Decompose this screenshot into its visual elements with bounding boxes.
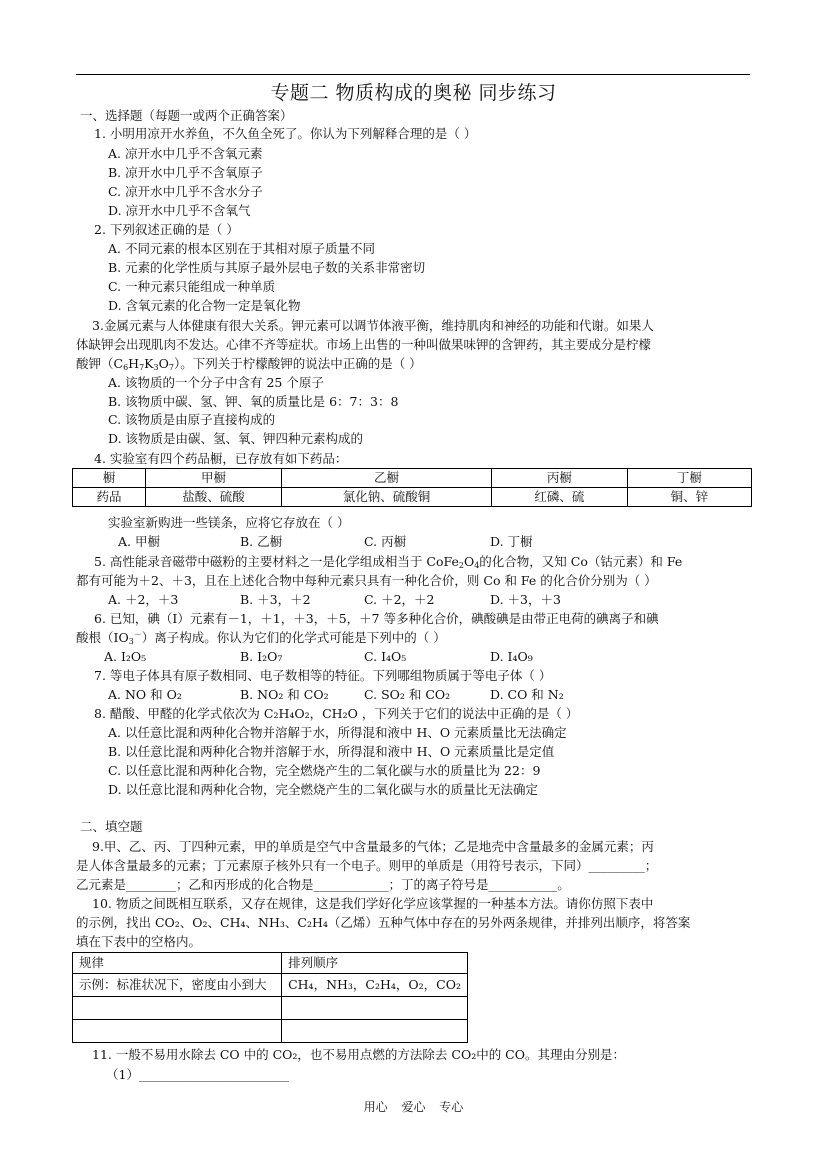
question-5-option-a: A. ＋2，＋3: [108, 592, 179, 607]
question-5-option-c: C. ＋2，＋2: [364, 592, 435, 607]
table-cell: 示例：标准状况下，密度由小到大: [73, 974, 282, 997]
question-2-option-c: C. 一种元素只能组成一种单质: [108, 279, 276, 294]
question-8-option-b: B. 以任意比混和两种化合物并溶解于水，所得混和液中 H、O 元素质量比是定值: [108, 744, 555, 759]
question-2-option-a: A. 不同元素的根本区别在于其相对原子质量不同: [108, 241, 375, 256]
question-11-blank-1: （1）________________________: [106, 1067, 289, 1082]
question-3-option-a: A. 该物质的一个分子中含有 25 个原子: [108, 375, 324, 390]
question-2-option-b: B. 元素的化学性质与其原子最外层电子数的关系非常密切: [108, 260, 426, 275]
question-6-line-1: 6. 已知，碘（I）元素有－1，＋1，＋3，＋5，＋7 等多种化合价，碘酸碘是由带正电荷的碘离子和碘: [94, 611, 659, 626]
table-row: [73, 997, 468, 1020]
table-cell: 排列顺序: [282, 953, 468, 974]
table-cell: 规律: [73, 953, 282, 974]
table-cell: [282, 997, 468, 1020]
question-10-line-3: 填在下表中的空格内。: [76, 934, 202, 949]
table-cell: 药品: [73, 488, 146, 507]
page-footer: 用心 爱心 专心: [363, 1100, 464, 1114]
question-10-line-2: 的示例，找出 CO₂、O₂、CH₄、NH₃、C₂H₄（乙烯）五种气体中存在的另外两条规律，并排列出顺序，将答案: [76, 915, 691, 930]
question-8-option-c: C. 以任意比混和两种化合物，完全燃烧产生的二氧化碳与水的质量比为 22：9: [108, 763, 541, 778]
question-3-option-c: C. 该物质是由原子直接构成的: [108, 412, 276, 427]
question-9-line-3: 乙元素是________；乙和丙形成的化合物是____________；丁的离子符号是___________。: [76, 877, 570, 892]
question-7-stem: 7. 等电子体具有原子数相同、电子数相等的特征。下列哪组物质属于等电子体（ ）: [94, 668, 552, 683]
table-cell: 红磷、硫: [491, 488, 627, 507]
question-1-option-c: C. 凉开水中几乎不含水分子: [108, 184, 263, 199]
question-6-option-c: C. I₄O₅: [364, 649, 407, 664]
question-4-option-a: A. 甲橱: [118, 534, 160, 549]
page-title: 专题二 物质构成的奥秘 同步练习: [270, 82, 557, 104]
question-8-stem: 8. 醋酸、甲醛的化学式依次为 C₂H₄O₂，CH₂O ，下列关于它们的说法中正确的是（ ）: [94, 706, 579, 721]
question-3-line-1: 3.金属元素与人体健康有很大关系。钾元素可以调节体液平衡，维持肌肉和神经的功能和代谢。如果人: [92, 318, 654, 333]
question-7-option-a: A. NO 和 O₂: [108, 687, 182, 702]
question-4-stem: 4. 实验室有四个药品橱，已存放有如下药品：: [94, 451, 348, 466]
question-4-followup: 实验室新购进一些镁条，应将它存放在（ ）: [108, 515, 350, 530]
header-rule: [76, 74, 750, 75]
question-3-option-d: D. 该物质是由碳、氢、氧、钾四种元素构成的: [108, 431, 364, 446]
table-cell: 橱: [73, 469, 146, 488]
table-row: [73, 488, 752, 507]
question-3-option-b: B. 该物质中碳、氢、钾、氧的质量比是 6：7：3：8: [108, 394, 399, 409]
table-cell: 盐酸、硫酸: [146, 488, 282, 507]
question-6-line-2: 酸根$(IO_3^-)$离子构成。你认为它们的化学式可能是下列中的（ ）: [76, 629, 446, 646]
table-cell: 氯化钠、硫酸铜: [281, 488, 491, 507]
question-7-option-d: D. CO 和 N₂: [490, 687, 564, 702]
question-6-option-a: A. I₂O₅: [104, 649, 147, 664]
cabinet-table: [72, 468, 752, 507]
rules-table: [72, 952, 468, 1043]
section-heading-fill: 二、填空题: [80, 819, 143, 834]
table-cell: [73, 997, 282, 1020]
table-cell: 铜、锌: [627, 488, 751, 507]
question-9-line-1: 9.甲、乙、丙、丁四种元素，甲的单质是空气中含量最多的气体；乙是地壳中含量最多的金属元素；丙: [92, 839, 654, 854]
section-heading-choice: 一、选择题（每题一或两个正确答案）: [80, 108, 293, 123]
question-4-option-b: B. 乙橱: [240, 534, 283, 549]
question-5-line-2: 都有可能为＋2、＋3，且在上述化合物中每种元素只具有一种化合价，则 Co 和 Fe 的化合价分别为（ ）: [76, 573, 657, 588]
question-4-option-c: C. 丙橱: [364, 534, 407, 549]
question-7-option-c: C. SO₂ 和 CO₂: [364, 687, 451, 702]
question-6-option-b: B. I₂O₇: [240, 649, 283, 664]
table-header-row: [73, 953, 468, 974]
question-1-stem: 1. 小明用凉开水养鱼，不久鱼全死了。你认为下列解释合理的是（ ）: [94, 126, 477, 141]
question-8-option-d: D. 以任意比混和两种化合物，完全燃烧产生的二氧化碳与水的质量比无法确定: [108, 782, 539, 797]
question-3-line-2: 体缺钾会出现肌肉不发达。心律不齐等症状。市场上出售的一种叫做果味钾的含钾药，其主要成分是柠檬: [76, 337, 652, 352]
table-cell: [282, 1020, 468, 1043]
question-8-option-a: A. 以任意比混和两种化合物并溶解于水，所得混和液中 H、O 元素质量比无法确定: [108, 725, 567, 740]
table-header-row: [73, 469, 752, 488]
question-10-line-1: 10. 物质之间既相互联系，又存在规律，这是我们学好化学应该掌握的一种基本方法。请你仿照下表中: [92, 896, 654, 911]
table-row: [73, 1020, 468, 1043]
table-cell: CH₄，NH₃，C₂H₄，O₂，CO₂: [282, 974, 468, 997]
table-cell: 甲橱: [146, 469, 282, 488]
question-5-option-b: B. ＋3，＋2: [240, 592, 311, 607]
table-cell: [73, 1020, 282, 1043]
table-row: [73, 974, 468, 997]
table-cell: 乙橱: [281, 469, 491, 488]
question-7-option-b: B. NO₂ 和 CO₂: [240, 687, 329, 702]
question-3-line-3: 酸钾$(C_6H_7K_3O_7)$。下列关于柠檬酸钾的说法中正确的是（ ）: [76, 356, 422, 372]
question-4-option-d: D. 丁橱: [490, 534, 533, 549]
table-cell: 丁橱: [627, 469, 751, 488]
question-1-option-d: D. 凉开水中几乎不含氧气: [108, 203, 251, 218]
table-cell: 丙橱: [491, 469, 627, 488]
question-2-stem: 2. 下列叙述正确的是（ ）: [94, 222, 239, 237]
question-5-line-1: 5. 高性能录音磁带中磁粉的主要材料之一是化学组成相当于 $CoFe_2O_4$的化合物，又知 Co（钴元素）和 Fe: [94, 554, 683, 570]
question-1-option-b: B. 凉开水中几乎不含氧原子: [108, 165, 263, 180]
question-6-option-d: D. I₄O₉: [490, 649, 533, 664]
question-2-option-d: D. 含氧元素的化合物一定是氧化物: [108, 298, 301, 313]
question-5-option-d: D. ＋3，＋3: [490, 592, 561, 607]
question-1-option-a: A. 凉开水中几乎不含氧元素: [108, 146, 263, 161]
question-11-stem: 11. 一般不易用水除去 CO 中的 CO₂，也不易用点燃的方法除去 CO₂中的 CO。其理由分别是：: [92, 1047, 625, 1062]
question-9-line-2: 是人体含量最多的元素；丁元素原子核外只有一个电子。则甲的单质是（用符号表示，下同）_________；: [76, 858, 658, 873]
